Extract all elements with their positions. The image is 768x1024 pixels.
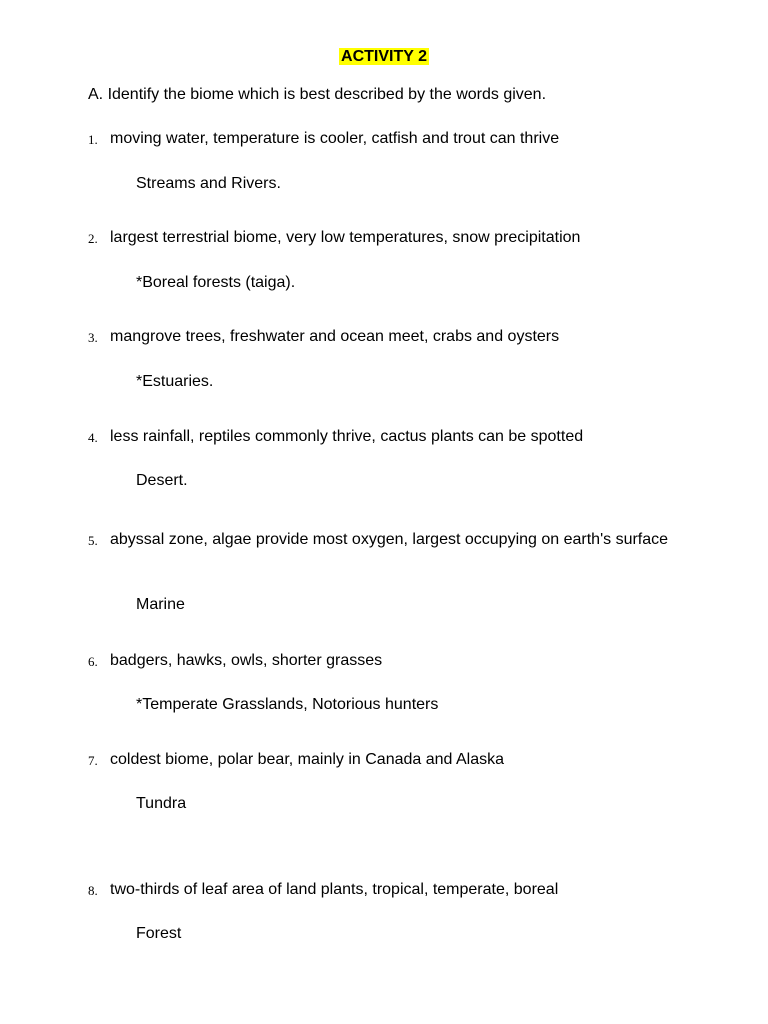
title-highlight: ACTIVITY 2 xyxy=(341,48,427,65)
item-question: two-thirds of leaf area of land plants, tropical, temperate, boreal xyxy=(110,881,559,898)
item-number: 7. xyxy=(88,753,98,768)
item-answer: Marine xyxy=(136,596,185,613)
page-title xyxy=(0,44,768,70)
item-number: 5. xyxy=(88,533,98,548)
item-answer: Forest xyxy=(136,925,182,942)
item-question: mangrove trees, freshwater and ocean meet, crabs and oysters xyxy=(110,328,560,345)
item-number: 6. xyxy=(88,654,98,669)
item-answer: *Boreal forests (taiga). xyxy=(136,274,296,291)
item-answer: Desert. xyxy=(136,472,188,489)
item-question: less rainfall, reptiles commonly thrive, cactus plants can be spotted xyxy=(110,428,584,445)
item-number: 2. xyxy=(88,231,98,246)
item-question: largest terrestrial biome, very low temperatures, snow precipitation xyxy=(110,229,581,246)
item-answer: Streams and Rivers. xyxy=(136,175,281,192)
item-number: 3. xyxy=(88,330,98,345)
item-question: coldest biome, polar bear, mainly in Canada and Alaska xyxy=(110,751,505,768)
item-question: abyssal zone, algae provide most oxygen, largest occupying on earth's surface xyxy=(110,531,669,548)
item-number: 1. xyxy=(88,132,98,147)
instruction-text: A. Identify the biome which is best described by the words given. xyxy=(88,86,547,103)
item-question: moving water, temperature is cooler, catfish and trout can thrive xyxy=(110,130,560,147)
item-answer: *Temperate Grasslands, Notorious hunters xyxy=(136,696,439,713)
item-number: 4. xyxy=(88,430,98,445)
item-answer: *Estuaries. xyxy=(136,373,214,390)
item-answer: Tundra xyxy=(136,795,187,812)
item-question: badgers, hawks, owls, shorter grasses xyxy=(110,652,383,669)
item-number: 8. xyxy=(88,883,98,898)
